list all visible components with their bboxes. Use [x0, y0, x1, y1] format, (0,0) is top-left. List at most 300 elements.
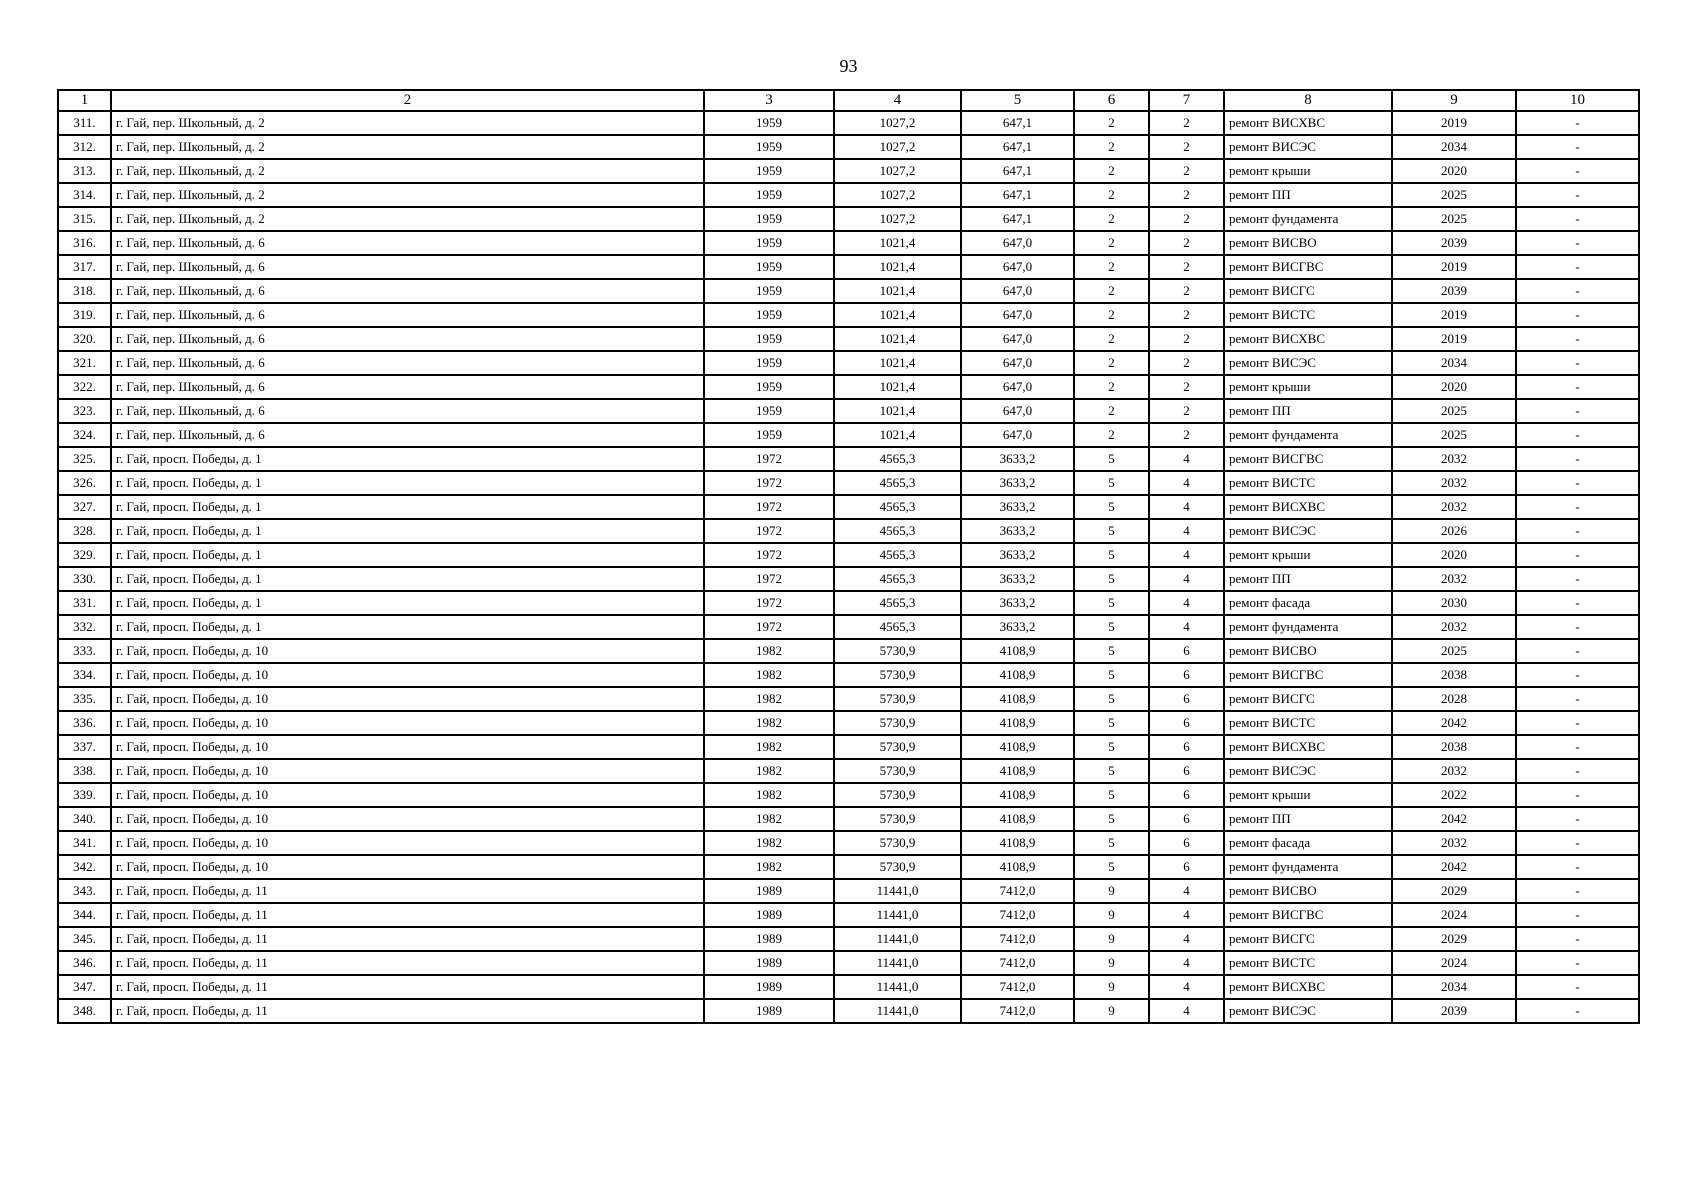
row-number-cell: 344.: [58, 903, 111, 927]
entrances-cell: 6: [1149, 687, 1224, 711]
work-type-cell: ремонт ВИСГВС: [1224, 903, 1392, 927]
address-cell: г. Гай, просп. Победы, д. 10: [111, 831, 704, 855]
living-area-cell: 647,0: [961, 231, 1074, 255]
planned-year-cell: 2020: [1392, 159, 1516, 183]
planned-year-cell: 2032: [1392, 759, 1516, 783]
note-cell: -: [1516, 687, 1639, 711]
living-area-cell: 4108,9: [961, 735, 1074, 759]
row-number-cell: 333.: [58, 639, 111, 663]
row-number-cell: 329.: [58, 543, 111, 567]
column-header-6: 6: [1074, 90, 1149, 111]
planned-year-cell: 2020: [1392, 375, 1516, 399]
living-area-cell: 4108,9: [961, 639, 1074, 663]
floors-cell: 2: [1074, 207, 1149, 231]
living-area-cell: 647,1: [961, 111, 1074, 135]
table-row: [58, 399, 1639, 423]
note-cell: -: [1516, 855, 1639, 879]
note-cell: -: [1516, 567, 1639, 591]
floors-cell: 2: [1074, 183, 1149, 207]
address-cell: г. Гай, пер. Школьный, д. 2: [111, 159, 704, 183]
address-cell: г. Гай, просп. Победы, д. 11: [111, 999, 704, 1023]
planned-year-cell: 2038: [1392, 663, 1516, 687]
floors-cell: 2: [1074, 255, 1149, 279]
floors-cell: 5: [1074, 831, 1149, 855]
planned-year-cell: 2029: [1392, 879, 1516, 903]
floors-cell: 9: [1074, 975, 1149, 999]
living-area-cell: 647,0: [961, 399, 1074, 423]
address-cell: г. Гай, просп. Победы, д. 10: [111, 759, 704, 783]
table-row: [58, 303, 1639, 327]
table-row: [58, 663, 1639, 687]
planned-year-cell: 2032: [1392, 495, 1516, 519]
year-built-cell: 1982: [704, 639, 834, 663]
address-cell: г. Гай, просп. Победы, д. 10: [111, 639, 704, 663]
floors-cell: 5: [1074, 711, 1149, 735]
floors-cell: 5: [1074, 519, 1149, 543]
work-type-cell: ремонт крыши: [1224, 375, 1392, 399]
total-area-cell: 1021,4: [834, 279, 961, 303]
note-cell: -: [1516, 495, 1639, 519]
address-cell: г. Гай, просп. Победы, д. 10: [111, 735, 704, 759]
total-area-cell: 1021,4: [834, 255, 961, 279]
table-row: [58, 519, 1639, 543]
work-type-cell: ремонт фундамента: [1224, 615, 1392, 639]
living-area-cell: 647,0: [961, 255, 1074, 279]
table-row: [58, 183, 1639, 207]
floors-cell: 5: [1074, 759, 1149, 783]
year-built-cell: 1982: [704, 663, 834, 687]
entrances-cell: 6: [1149, 663, 1224, 687]
address-cell: г. Гай, пер. Школьный, д. 2: [111, 183, 704, 207]
address-cell: г. Гай, просп. Победы, д. 10: [111, 855, 704, 879]
year-built-cell: 1972: [704, 591, 834, 615]
entrances-cell: 6: [1149, 639, 1224, 663]
table-row: [58, 879, 1639, 903]
year-built-cell: 1982: [704, 783, 834, 807]
work-type-cell: ремонт ПП: [1224, 183, 1392, 207]
total-area-cell: 1027,2: [834, 207, 961, 231]
year-built-cell: 1972: [704, 543, 834, 567]
total-area-cell: 11441,0: [834, 879, 961, 903]
table-row: [58, 807, 1639, 831]
housing-repair-table: [57, 89, 1640, 1024]
work-type-cell: ремонт крыши: [1224, 159, 1392, 183]
address-cell: г. Гай, просп. Победы, д. 10: [111, 807, 704, 831]
year-built-cell: 1972: [704, 495, 834, 519]
address-cell: г. Гай, просп. Победы, д. 1: [111, 447, 704, 471]
year-built-cell: 1982: [704, 807, 834, 831]
year-built-cell: 1959: [704, 231, 834, 255]
living-area-cell: 7412,0: [961, 975, 1074, 999]
total-area-cell: 4565,3: [834, 471, 961, 495]
planned-year-cell: 2019: [1392, 255, 1516, 279]
total-area-cell: 1027,2: [834, 183, 961, 207]
year-built-cell: 1982: [704, 711, 834, 735]
header-row: [58, 90, 1639, 111]
work-type-cell: ремонт ВИСГС: [1224, 687, 1392, 711]
entrances-cell: 4: [1149, 975, 1224, 999]
entrances-cell: 2: [1149, 207, 1224, 231]
year-built-cell: 1972: [704, 615, 834, 639]
planned-year-cell: 2034: [1392, 975, 1516, 999]
table-row: [58, 783, 1639, 807]
year-built-cell: 1989: [704, 975, 834, 999]
table-row: [58, 255, 1639, 279]
planned-year-cell: 2039: [1392, 999, 1516, 1023]
total-area-cell: 1021,4: [834, 303, 961, 327]
note-cell: -: [1516, 927, 1639, 951]
year-built-cell: 1959: [704, 375, 834, 399]
note-cell: -: [1516, 207, 1639, 231]
table-row: [58, 615, 1639, 639]
address-cell: г. Гай, пер. Школьный, д. 2: [111, 207, 704, 231]
column-header-7: 7: [1149, 90, 1224, 111]
total-area-cell: 1027,2: [834, 111, 961, 135]
table-row: [58, 447, 1639, 471]
living-area-cell: 3633,2: [961, 543, 1074, 567]
table-row: [58, 111, 1639, 135]
note-cell: -: [1516, 159, 1639, 183]
floors-cell: 5: [1074, 447, 1149, 471]
entrances-cell: 2: [1149, 303, 1224, 327]
table-row: [58, 639, 1639, 663]
row-number-cell: 343.: [58, 879, 111, 903]
floors-cell: 2: [1074, 111, 1149, 135]
entrances-cell: 2: [1149, 159, 1224, 183]
address-cell: г. Гай, просп. Победы, д. 11: [111, 927, 704, 951]
total-area-cell: 11441,0: [834, 951, 961, 975]
living-area-cell: 7412,0: [961, 879, 1074, 903]
living-area-cell: 3633,2: [961, 519, 1074, 543]
planned-year-cell: 2032: [1392, 567, 1516, 591]
living-area-cell: 3633,2: [961, 447, 1074, 471]
year-built-cell: 1959: [704, 255, 834, 279]
floors-cell: 9: [1074, 951, 1149, 975]
living-area-cell: 3633,2: [961, 567, 1074, 591]
entrances-cell: 2: [1149, 231, 1224, 255]
floors-cell: 2: [1074, 375, 1149, 399]
address-cell: г. Гай, просп. Победы, д. 1: [111, 495, 704, 519]
note-cell: -: [1516, 543, 1639, 567]
total-area-cell: 1021,4: [834, 375, 961, 399]
address-cell: г. Гай, пер. Школьный, д. 6: [111, 255, 704, 279]
entrances-cell: 4: [1149, 951, 1224, 975]
year-built-cell: 1989: [704, 879, 834, 903]
note-cell: -: [1516, 231, 1639, 255]
floors-cell: 5: [1074, 471, 1149, 495]
floors-cell: 2: [1074, 423, 1149, 447]
year-built-cell: 1989: [704, 999, 834, 1023]
planned-year-cell: 2039: [1392, 279, 1516, 303]
planned-year-cell: 2034: [1392, 135, 1516, 159]
row-number-cell: 331.: [58, 591, 111, 615]
entrances-cell: 4: [1149, 519, 1224, 543]
note-cell: -: [1516, 663, 1639, 687]
row-number-cell: 325.: [58, 447, 111, 471]
entrances-cell: 4: [1149, 903, 1224, 927]
work-type-cell: ремонт ВИСТС: [1224, 951, 1392, 975]
living-area-cell: 647,0: [961, 375, 1074, 399]
address-cell: г. Гай, пер. Школьный, д. 2: [111, 135, 704, 159]
work-type-cell: ремонт крыши: [1224, 783, 1392, 807]
entrances-cell: 4: [1149, 879, 1224, 903]
living-area-cell: 647,0: [961, 423, 1074, 447]
total-area-cell: 11441,0: [834, 999, 961, 1023]
work-type-cell: ремонт ВИСХВС: [1224, 975, 1392, 999]
table-row: [58, 759, 1639, 783]
table-row: [58, 375, 1639, 399]
work-type-cell: ремонт ВИСВО: [1224, 231, 1392, 255]
total-area-cell: 4565,3: [834, 591, 961, 615]
total-area-cell: 1021,4: [834, 351, 961, 375]
address-cell: г. Гай, просп. Победы, д. 1: [111, 591, 704, 615]
address-cell: г. Гай, просп. Победы, д. 1: [111, 543, 704, 567]
note-cell: -: [1516, 471, 1639, 495]
note-cell: -: [1516, 591, 1639, 615]
entrances-cell: 2: [1149, 399, 1224, 423]
row-number-cell: 322.: [58, 375, 111, 399]
year-built-cell: 1982: [704, 735, 834, 759]
row-number-cell: 335.: [58, 687, 111, 711]
year-built-cell: 1959: [704, 303, 834, 327]
note-cell: -: [1516, 831, 1639, 855]
floors-cell: 2: [1074, 159, 1149, 183]
work-type-cell: ремонт ВИСТС: [1224, 711, 1392, 735]
work-type-cell: ремонт ВИСГВС: [1224, 447, 1392, 471]
total-area-cell: 4565,3: [834, 567, 961, 591]
note-cell: -: [1516, 399, 1639, 423]
note-cell: -: [1516, 903, 1639, 927]
column-header-10: 10: [1516, 90, 1639, 111]
table-row: [58, 927, 1639, 951]
total-area-cell: 5730,9: [834, 831, 961, 855]
total-area-cell: 5730,9: [834, 807, 961, 831]
total-area-cell: 4565,3: [834, 543, 961, 567]
living-area-cell: 3633,2: [961, 471, 1074, 495]
column-header-2: 2: [111, 90, 704, 111]
entrances-cell: 4: [1149, 447, 1224, 471]
work-type-cell: ремонт ВИСЭС: [1224, 519, 1392, 543]
year-built-cell: 1959: [704, 207, 834, 231]
total-area-cell: 1027,2: [834, 135, 961, 159]
table-row: [58, 495, 1639, 519]
row-number-cell: 320.: [58, 327, 111, 351]
entrances-cell: 2: [1149, 351, 1224, 375]
address-cell: г. Гай, просп. Победы, д. 11: [111, 903, 704, 927]
table-row: [58, 423, 1639, 447]
total-area-cell: 1021,4: [834, 327, 961, 351]
row-number-cell: 312.: [58, 135, 111, 159]
total-area-cell: 5730,9: [834, 639, 961, 663]
planned-year-cell: 2038: [1392, 735, 1516, 759]
total-area-cell: 5730,9: [834, 759, 961, 783]
table-row: [58, 327, 1639, 351]
row-number-cell: 340.: [58, 807, 111, 831]
total-area-cell: 5730,9: [834, 783, 961, 807]
row-number-cell: 315.: [58, 207, 111, 231]
entrances-cell: 6: [1149, 759, 1224, 783]
planned-year-cell: 2032: [1392, 447, 1516, 471]
work-type-cell: ремонт крыши: [1224, 543, 1392, 567]
floors-cell: 5: [1074, 807, 1149, 831]
year-built-cell: 1982: [704, 687, 834, 711]
total-area-cell: 11441,0: [834, 927, 961, 951]
total-area-cell: 5730,9: [834, 687, 961, 711]
work-type-cell: ремонт ПП: [1224, 567, 1392, 591]
note-cell: -: [1516, 447, 1639, 471]
address-cell: г. Гай, просп. Победы, д. 1: [111, 471, 704, 495]
total-area-cell: 1027,2: [834, 159, 961, 183]
note-cell: -: [1516, 807, 1639, 831]
total-area-cell: 4565,3: [834, 447, 961, 471]
address-cell: г. Гай, пер. Школьный, д. 2: [111, 111, 704, 135]
living-area-cell: 7412,0: [961, 951, 1074, 975]
work-type-cell: ремонт ПП: [1224, 807, 1392, 831]
living-area-cell: 4108,9: [961, 687, 1074, 711]
work-type-cell: ремонт ВИСХВС: [1224, 111, 1392, 135]
note-cell: -: [1516, 423, 1639, 447]
table-row: [58, 975, 1639, 999]
note-cell: -: [1516, 759, 1639, 783]
column-header-4: 4: [834, 90, 961, 111]
planned-year-cell: 2042: [1392, 711, 1516, 735]
living-area-cell: 3633,2: [961, 495, 1074, 519]
year-built-cell: 1959: [704, 159, 834, 183]
entrances-cell: 2: [1149, 183, 1224, 207]
row-number-cell: 332.: [58, 615, 111, 639]
planned-year-cell: 2032: [1392, 471, 1516, 495]
living-area-cell: 4108,9: [961, 711, 1074, 735]
planned-year-cell: 2024: [1392, 951, 1516, 975]
planned-year-cell: 2024: [1392, 903, 1516, 927]
floors-cell: 5: [1074, 783, 1149, 807]
entrances-cell: 4: [1149, 495, 1224, 519]
total-area-cell: 4565,3: [834, 495, 961, 519]
year-built-cell: 1959: [704, 111, 834, 135]
entrances-cell: 2: [1149, 327, 1224, 351]
column-header-3: 3: [704, 90, 834, 111]
living-area-cell: 4108,9: [961, 663, 1074, 687]
note-cell: -: [1516, 711, 1639, 735]
living-area-cell: 4108,9: [961, 831, 1074, 855]
row-number-cell: 314.: [58, 183, 111, 207]
living-area-cell: 647,1: [961, 183, 1074, 207]
note-cell: -: [1516, 975, 1639, 999]
work-type-cell: ремонт ВИСХВС: [1224, 495, 1392, 519]
planned-year-cell: 2032: [1392, 615, 1516, 639]
note-cell: -: [1516, 183, 1639, 207]
address-cell: г. Гай, пер. Школьный, д. 6: [111, 303, 704, 327]
address-cell: г. Гай, просп. Победы, д. 1: [111, 519, 704, 543]
planned-year-cell: 2030: [1392, 591, 1516, 615]
planned-year-cell: 2020: [1392, 543, 1516, 567]
table-row: [58, 591, 1639, 615]
work-type-cell: ремонт ВИСГС: [1224, 927, 1392, 951]
work-type-cell: ремонт фасада: [1224, 591, 1392, 615]
column-header-9: 9: [1392, 90, 1516, 111]
floors-cell: 5: [1074, 567, 1149, 591]
floors-cell: 5: [1074, 639, 1149, 663]
total-area-cell: 4565,3: [834, 519, 961, 543]
living-area-cell: 7412,0: [961, 903, 1074, 927]
living-area-cell: 647,1: [961, 159, 1074, 183]
year-built-cell: 1982: [704, 855, 834, 879]
row-number-cell: 348.: [58, 999, 111, 1023]
table-row: [58, 471, 1639, 495]
note-cell: -: [1516, 327, 1639, 351]
entrances-cell: 2: [1149, 111, 1224, 135]
floors-cell: 2: [1074, 303, 1149, 327]
row-number-cell: 346.: [58, 951, 111, 975]
year-built-cell: 1982: [704, 759, 834, 783]
row-number-cell: 317.: [58, 255, 111, 279]
table-row: [58, 351, 1639, 375]
living-area-cell: 647,0: [961, 279, 1074, 303]
address-cell: г. Гай, пер. Школьный, д. 6: [111, 375, 704, 399]
row-number-cell: 319.: [58, 303, 111, 327]
entrances-cell: 4: [1149, 471, 1224, 495]
planned-year-cell: 2042: [1392, 807, 1516, 831]
column-header-8: 8: [1224, 90, 1392, 111]
address-cell: г. Гай, просп. Победы, д. 11: [111, 975, 704, 999]
entrances-cell: 6: [1149, 807, 1224, 831]
floors-cell: 5: [1074, 663, 1149, 687]
year-built-cell: 1959: [704, 423, 834, 447]
year-built-cell: 1972: [704, 471, 834, 495]
living-area-cell: 4108,9: [961, 783, 1074, 807]
entrances-cell: 4: [1149, 999, 1224, 1023]
floors-cell: 2: [1074, 279, 1149, 303]
row-number-cell: 328.: [58, 519, 111, 543]
table-row: [58, 543, 1639, 567]
work-type-cell: ремонт ПП: [1224, 399, 1392, 423]
address-cell: г. Гай, пер. Школьный, д. 6: [111, 423, 704, 447]
table-row: [58, 567, 1639, 591]
work-type-cell: ремонт ВИСГВС: [1224, 255, 1392, 279]
total-area-cell: 5730,9: [834, 735, 961, 759]
planned-year-cell: 2042: [1392, 855, 1516, 879]
address-cell: г. Гай, пер. Школьный, д. 6: [111, 351, 704, 375]
living-area-cell: 4108,9: [961, 759, 1074, 783]
note-cell: -: [1516, 111, 1639, 135]
floors-cell: 2: [1074, 231, 1149, 255]
row-number-cell: 341.: [58, 831, 111, 855]
entrances-cell: 4: [1149, 615, 1224, 639]
table-row: [58, 135, 1639, 159]
total-area-cell: 4565,3: [834, 615, 961, 639]
address-cell: г. Гай, пер. Школьный, д. 6: [111, 231, 704, 255]
planned-year-cell: 2039: [1392, 231, 1516, 255]
entrances-cell: 4: [1149, 543, 1224, 567]
floors-cell: 9: [1074, 999, 1149, 1023]
living-area-cell: 4108,9: [961, 855, 1074, 879]
planned-year-cell: 2022: [1392, 783, 1516, 807]
note-cell: -: [1516, 375, 1639, 399]
floors-cell: 2: [1074, 399, 1149, 423]
work-type-cell: ремонт ВИСЭС: [1224, 351, 1392, 375]
year-built-cell: 1972: [704, 567, 834, 591]
row-number-cell: 323.: [58, 399, 111, 423]
floors-cell: 5: [1074, 687, 1149, 711]
row-number-cell: 334.: [58, 663, 111, 687]
planned-year-cell: 2025: [1392, 207, 1516, 231]
floors-cell: 5: [1074, 735, 1149, 759]
row-number-cell: 316.: [58, 231, 111, 255]
note-cell: -: [1516, 639, 1639, 663]
address-cell: г. Гай, просп. Победы, д. 1: [111, 567, 704, 591]
living-area-cell: 647,0: [961, 327, 1074, 351]
table-row: [58, 999, 1639, 1023]
